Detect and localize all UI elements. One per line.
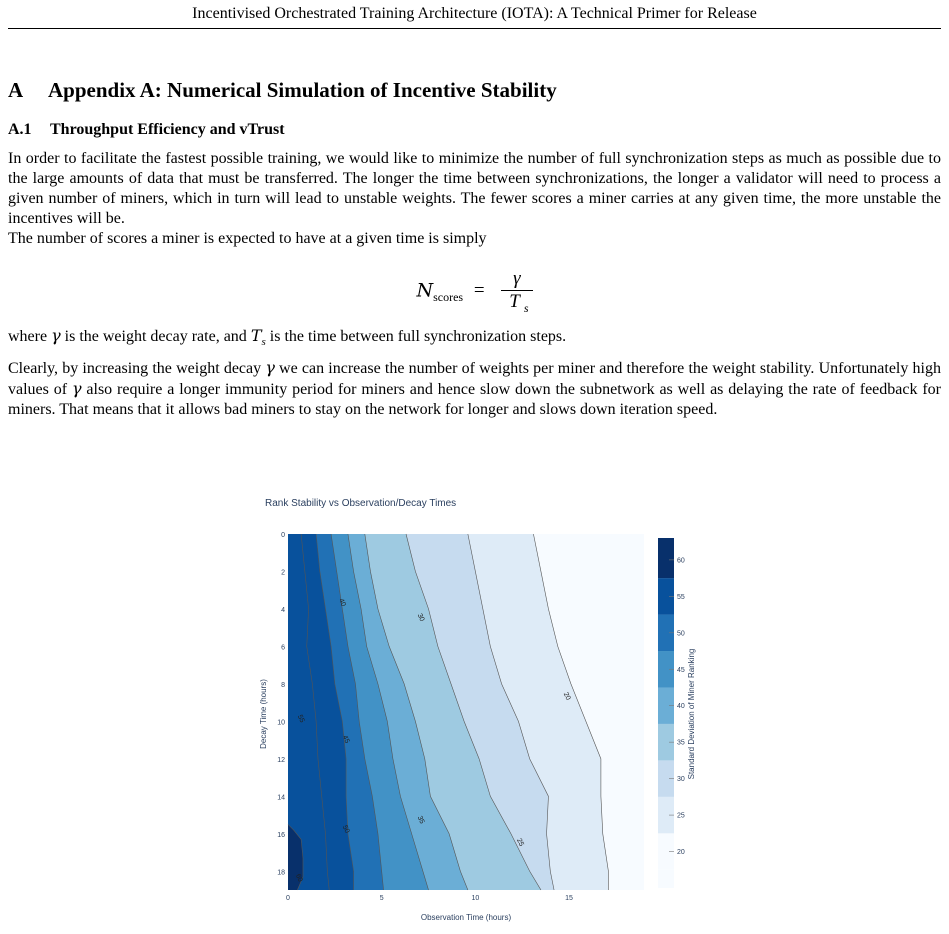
p4-gamma-2: γ — [71, 379, 82, 398]
colorbar-label: Standard Deviation of Miner Ranking — [687, 648, 696, 780]
x-tick-label: 15 — [565, 895, 573, 902]
paragraph-3 — [8, 326, 941, 352]
colorbar-tick-label: 45 — [677, 666, 685, 674]
colorbar-tick-label: 55 — [677, 593, 685, 601]
equation-fraction — [501, 268, 532, 316]
section-title — [8, 78, 557, 103]
running-head: Incentivised Orchestrated Training Architecture (IOTA): A Technical Primer for Release — [192, 5, 757, 22]
colorbar-tick-label: 35 — [677, 739, 685, 747]
p3-text-3: is the time between full synchronization steps. — [265, 328, 567, 345]
p3-text-1: where — [8, 328, 52, 345]
contour-label: 25 — [515, 837, 525, 848]
p3-T: T — [250, 326, 262, 345]
y-axis-ticks — [277, 532, 285, 876]
equation-lhs: N — [416, 279, 434, 302]
contour-label: 30 — [415, 612, 426, 623]
equation-n-scores — [0, 268, 949, 316]
contour-label: 20 — [561, 691, 572, 702]
equation-equals: = — [473, 280, 485, 302]
y-tick-label: 6 — [281, 644, 285, 652]
subsection-title — [8, 121, 285, 139]
colorbar-tick-label: 20 — [677, 849, 685, 857]
contour-label: 35 — [415, 815, 426, 826]
subsection-number: A.1 — [8, 121, 32, 138]
contour-label: 40 — [337, 597, 347, 608]
y-tick-label: 18 — [277, 869, 285, 877]
colorbar-segment — [658, 538, 674, 578]
y-tick-label: 16 — [277, 831, 285, 839]
x-tick-label: 0 — [286, 895, 290, 902]
paragraph-4 — [8, 358, 941, 420]
p4-text-3: also require a longer immunity period for miners and hence slow down the subnetwork as well as delaying the rate of feedback for miners. That means that it allows bad miners to stay on the network for longer and slows down iteration speed. — [8, 381, 942, 418]
section-number: A — [8, 78, 24, 102]
figure-rank-stability — [0, 490, 949, 929]
colorbar-segment — [658, 870, 674, 888]
p4-gamma-1: γ — [265, 358, 275, 377]
equation-numerator: γ — [501, 268, 532, 291]
colorbar-tick-label: 60 — [677, 557, 685, 565]
contour-label: 60 — [293, 873, 304, 884]
colorbar-tick-label: 30 — [677, 776, 685, 784]
y-tick-label: 4 — [281, 606, 285, 614]
colorbar-tick-label: 40 — [677, 703, 685, 711]
p3-text-2: is the weight decay rate, and — [60, 328, 251, 345]
equation-denominator-symbol: T — [509, 291, 520, 312]
y-tick-label: 0 — [281, 532, 285, 539]
paragraph-1: In order to facilitate the fastest possible training, we would like to minimize the number of full synchronization steps as much as possible due to the large amounts of data that must be transferred. The longer the time between synchronizations, the longer a validator will need to process a given number of miners, which in turn will lead to unstable weights. The fewer scores a miner carries at any given time, the more unstable the incentives will be. — [8, 150, 941, 227]
x-axis-label: Observation Time (hours) — [420, 913, 512, 922]
equation-lhs-sub: scores — [433, 290, 464, 305]
section-title-text: Appendix A: Numerical Simulation of Incentive Stability — [48, 78, 557, 102]
equation-denominator-sub: s — [523, 300, 529, 315]
contour-chart — [0, 490, 949, 929]
colorbar-tick-label: 50 — [677, 630, 685, 638]
y-axis-label: Decay Time (hours) — [259, 679, 268, 749]
chart-title: Rank Stability vs Observation/Decay Times — [265, 498, 457, 509]
colorbar — [658, 538, 685, 888]
equation-denominator — [501, 291, 532, 316]
y-tick-label: 10 — [277, 719, 285, 727]
x-tick-label: 5 — [379, 895, 384, 902]
y-tick-label: 2 — [281, 569, 285, 577]
contour-label: 50 — [340, 824, 351, 835]
p4-text-2: we can increase the number of weights per miner and therefore the weight stability. Unfortunately high values of — [8, 360, 941, 398]
y-tick-label: 12 — [277, 756, 285, 764]
paragraph-2: The number of scores a miner is expected to have at a given time is simply — [8, 230, 487, 247]
p3-s: s — [261, 336, 266, 349]
y-tick-label: 8 — [281, 681, 285, 689]
p4-text-1: Clearly, by increasing the weight decay — [8, 360, 266, 377]
x-tick-label: 10 — [471, 895, 480, 902]
plot-area — [288, 534, 644, 890]
y-tick-label: 14 — [277, 794, 285, 802]
running-head-rule — [8, 28, 941, 29]
colorbar-tick-label: 25 — [677, 812, 685, 820]
contour-label: 45 — [340, 734, 351, 745]
contour-label: 55 — [295, 713, 306, 724]
p3-gamma: γ — [51, 326, 61, 345]
x-axis-ticks — [286, 895, 573, 902]
subsection-title-text: Throughput Efficiency and vTrust — [50, 121, 285, 138]
